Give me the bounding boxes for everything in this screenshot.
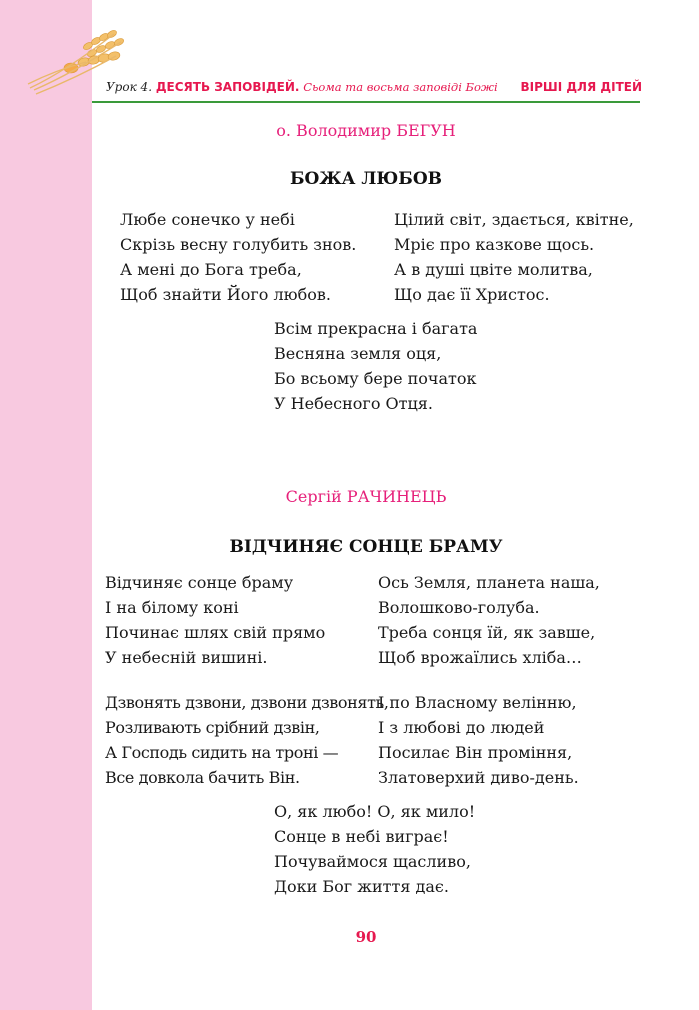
verse-line: У небесній вишині. [105,648,268,667]
poem2-stanza-5 [274,799,475,899]
verse-line: Волошково-голуба. [378,598,540,617]
verse-line: Щоб врожаїлись хліба… [378,648,582,667]
verse-line: Відчиняє сонце браму [105,573,294,592]
poem2-stanza-2 [378,570,600,670]
verse-line: І по Власному велінню, [378,693,577,712]
verse-line: Скрізь весну голубить знов. [120,235,357,254]
verse-line: Любе сонечко у небі [120,210,295,229]
verse-line: Доки Бог життя дає. [274,877,449,896]
verse-line: Весняна земля оця, [274,344,442,363]
lesson-number: Урок 4. [106,80,153,94]
poem1-stanza-2 [394,207,634,307]
verse-line: О, як любо! О, як мило! [274,802,476,821]
verse-line: І з любові до людей [378,718,545,737]
verse-line: У Небесного Отця. [274,394,433,413]
header-divider [92,101,640,103]
verse-line: Щоб знайти Його любов. [120,285,331,304]
poem2-stanza-3 [105,690,389,790]
verse-line: А в душі цвіте молитва, [394,260,593,279]
section-title: ВІРШІ ДЛЯ ДІТЕЙ [520,80,642,94]
verse-line: Що дає її Христос. [394,285,550,304]
poem2-stanza-1 [105,570,325,670]
verse-line: Златоверхий диво-день. [378,768,579,787]
poem1-stanza-3 [274,316,477,416]
verse-line: Всім прекрасна і багата [274,319,478,338]
verse-line: Сонце в небі виграє! [274,827,449,846]
verse-line: Бо всьому бере початок [274,369,477,388]
verse-line: І на білому коні [105,598,239,617]
poem2-title: ВІДЧИНЯЄ СОНЦЕ БРАМУ [229,537,503,557]
lesson-subtitle: Сьома та восьма заповіді Божі [303,80,498,94]
verse-line: Починає шлях свій прямо [105,623,326,642]
verse-line: Все довкола бачить Він. [105,768,300,787]
verse-line: А Господь сидить на троні — [105,743,339,762]
poem1-title: БОЖА ЛЮБОВ [289,169,443,189]
verse-line: Ось Земля, планета наша, [378,573,600,592]
running-header [106,80,642,100]
poem1-author: о. Володимир БЕГУН [276,121,456,140]
verse-line: Треба сонця їй, як завше, [378,623,596,642]
poem2-author: Сергій РАЧИНЕЦЬ [285,487,447,506]
poem2-stanza-4 [378,690,579,790]
lesson-title: ДЕСЯТЬ ЗАПОВІДЕЙ. [155,80,300,94]
verse-line: Розливають срібний дзвін, [105,718,320,737]
poem1-stanza-1 [120,207,356,307]
page-sidebar-band [0,0,92,1010]
verse-line: А мені до Бога треба, [120,260,302,279]
verse-line: Цілий світ, здається, квітне, [394,210,634,229]
verse-line: Мріє про казкове щось. [394,235,595,254]
verse-line: Посилає Він проміння, [378,743,573,762]
verse-line: Почуваймося щасливо, [274,852,471,871]
page-number: 90 [355,928,377,946]
verse-line: Дзвонять дзвони, дзвони дзвонять, [105,693,389,712]
